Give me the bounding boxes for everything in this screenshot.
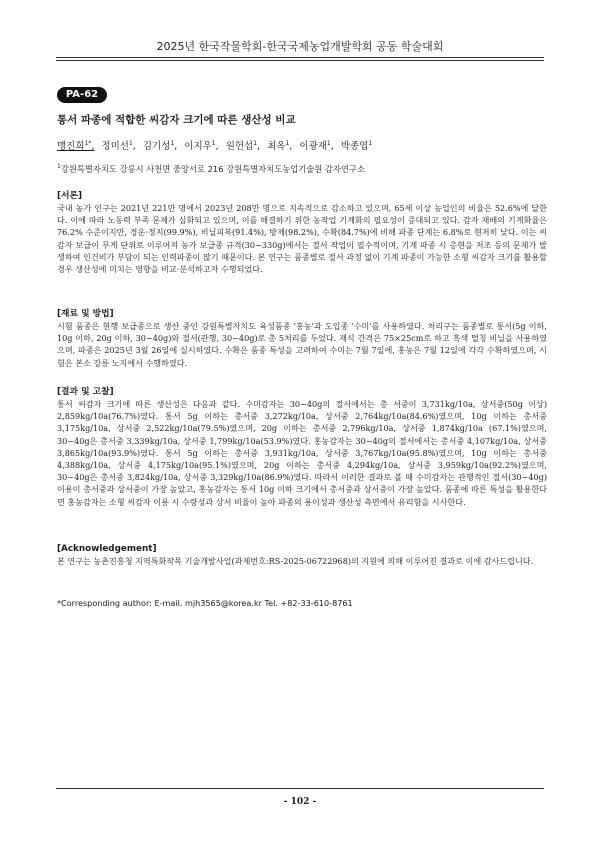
section-body: 시험 품종은 현행 보급종으로 생산 중인 강원특별자치도 육성품종 '홍농'과 도입종 '수미'를 사용하였다. 처리구는 품종별로 통서(5g 이하, 10g 이하, 20g 이하, 30~40g)와 절서(관행, 30~40g)로 총 5처리를 두었다. 재식 간격은 75×25cm로 하고 흑색 멀칭 비닐을 사용하였으며, 파종은 2025년 3월 26일에 실시하였다. 수확은 품종 특성을 고려하여 수미는 7월 7일에, 홍농은 7월 12일에 각각 수확하였으며, 시험은 본소 강릉 노지에서 수행하였다. (57, 321, 547, 368)
author: 박종엽$^1$ (340, 139, 373, 152)
author: 김기성$^1$, (142, 139, 178, 152)
header-rule (56, 57, 544, 58)
section-introduction (57, 188, 547, 275)
section-results (57, 384, 547, 508)
poster-id-badge: PA-62 (57, 87, 107, 103)
paper-title: 통서 파종에 적합한 씨감자 크기에 따른 생산성 비교 (57, 114, 296, 126)
author: 이지우$^1$, (184, 139, 219, 152)
section-heading: [Acknowledgement] (57, 544, 157, 554)
section-heading: [서론] (57, 191, 83, 201)
affiliation: $^1$강원특별자치도 강릉시 사천면 중앙서로 216 강원특별자치도농업기술원 감자연구소 (57, 163, 365, 174)
author: 맹진희$^{1*}$, (57, 139, 95, 152)
section-heading: [결과 및 고찰] (57, 387, 114, 397)
author-list (57, 138, 547, 152)
author: 원헌섭$^1$, (225, 139, 261, 152)
section-body: 국내 농가 인구는 2021년 221만 명에서 2023년 208만 명으로 지속적으로 감소하고 있으며, 65세 이상 농업인의 비율은 52.6%에 달한다. 이에 따라 노동력 부족 문제가 심화되고 있으며, 이를 해결하기 위한 농작업 기계화의 필요성이 증대되고 있다. 감자 재배의 기계화율은 76.2% 수준이지만, 경운·정지(99.9%), 비닐피복(91.4%), 방제(98.2%), 수확(84.7%)에 비해 파종 단계는 6.8%로 현저히 낮다. 이는 씨감자 보급이 무게 단위로 이루어져 농가 보급종 규격(30~330g)에서는 절서 작업이 필수적이며, 기계 파종 시 층현을 저조 등의 문제가 발생하여 인건비가 부담이 되는 인력파종이 많기 때문이다. 본 연구는 품종별로 절서 과정 없이 기계 파종이 가능한 소형 씨감자 크기를 활용할 경우 생산성에 미치는 영향을 비교·분석하고자 수행되었다. (57, 203, 547, 275)
footer-rule (56, 788, 544, 789)
author: 정미선$^1$, (101, 139, 136, 152)
header-rule-thin (56, 60, 544, 61)
section-body: 통서 씨감자 크기에 따른 생산성은 다음과 같다. 수미감자는 30~40g의 절서에서는 총 서중이 3,731kg/10a, 상서중(50g 이상) 2,859kg/10a(76.7%)였다. 통서 5g 이하는 총서중 3,272kg/10a, 상서중 2,764kg/10a(84.6%)였으며, 10g 이하는 총서중 3,175kg/10a, 상서중 2,522kg/10a(79.5%)였으며, 20g 이하는 총서중 2,796kg/10a, 상서중 1,874kg/10a (67.1%)였으며, 30~40g은 총서중 3,339kg/10a, 상서중 1,799kg/10a(53.9%)였다. 홍농감자는 30~40g의 절서에서는 총서중 4,107kg/10a, 상서중 3,865kg/10a(93.9%)였다. 통서 5g 이하는 총서중 3,931kg/10a, 상서중 3,767kg/10a(95.8%)였으며, 10g 이하는 총서중 4,388kg/10a, 상서중 4,175kg/10a(95.1%)였으며, 20g 이하는 총서중 4,294kg/10a, 상서중 3,959kg/10a(92.2%)였으며, 30~40g은 총서중 3,824kg/10a, 상서중 3,329kg/10a(86.9%)였다. 따라서 이러한 결과로 볼 때 수미감자는 관행적인 절서(30~40g) 이용이 총서중과 상서중이 가장 높았고, 홍농감자는 통서 10g 이하 크기에서 총서중과 상서중이 가장 높았다. 품종에 따른 특성을 활용한다면 홍농감자는 소형 씨감자 이용 시 수량성과 상서 비율이 높아 파종의 용이성과 생산성 측면에서 유리함을 시사한다. (57, 399, 547, 507)
page-number: - 102 - (283, 797, 317, 807)
conference-header: 2025년 한국작물학회-한국국제농업개발학회 공동 학술대회 (156, 40, 444, 53)
section-acknowledgement (57, 544, 547, 567)
author: 최옥$^1$, (267, 139, 293, 152)
section-methods (57, 306, 547, 369)
author: 이광재$^1$, (299, 139, 334, 152)
corresponding-author: *Corresponding author: E-mail. mjh3565@korea.kr Tel. +82-33-610-8761 (57, 598, 353, 608)
section-body: 본 연구는 농촌진흥청 지역특화작목 기술개발사업(과제번호:RS-2025-06722968)의 지원에 의해 이루어진 결과로 이에 감사드립니다. (57, 556, 534, 566)
section-heading: [재료 및 방법] (57, 309, 114, 319)
